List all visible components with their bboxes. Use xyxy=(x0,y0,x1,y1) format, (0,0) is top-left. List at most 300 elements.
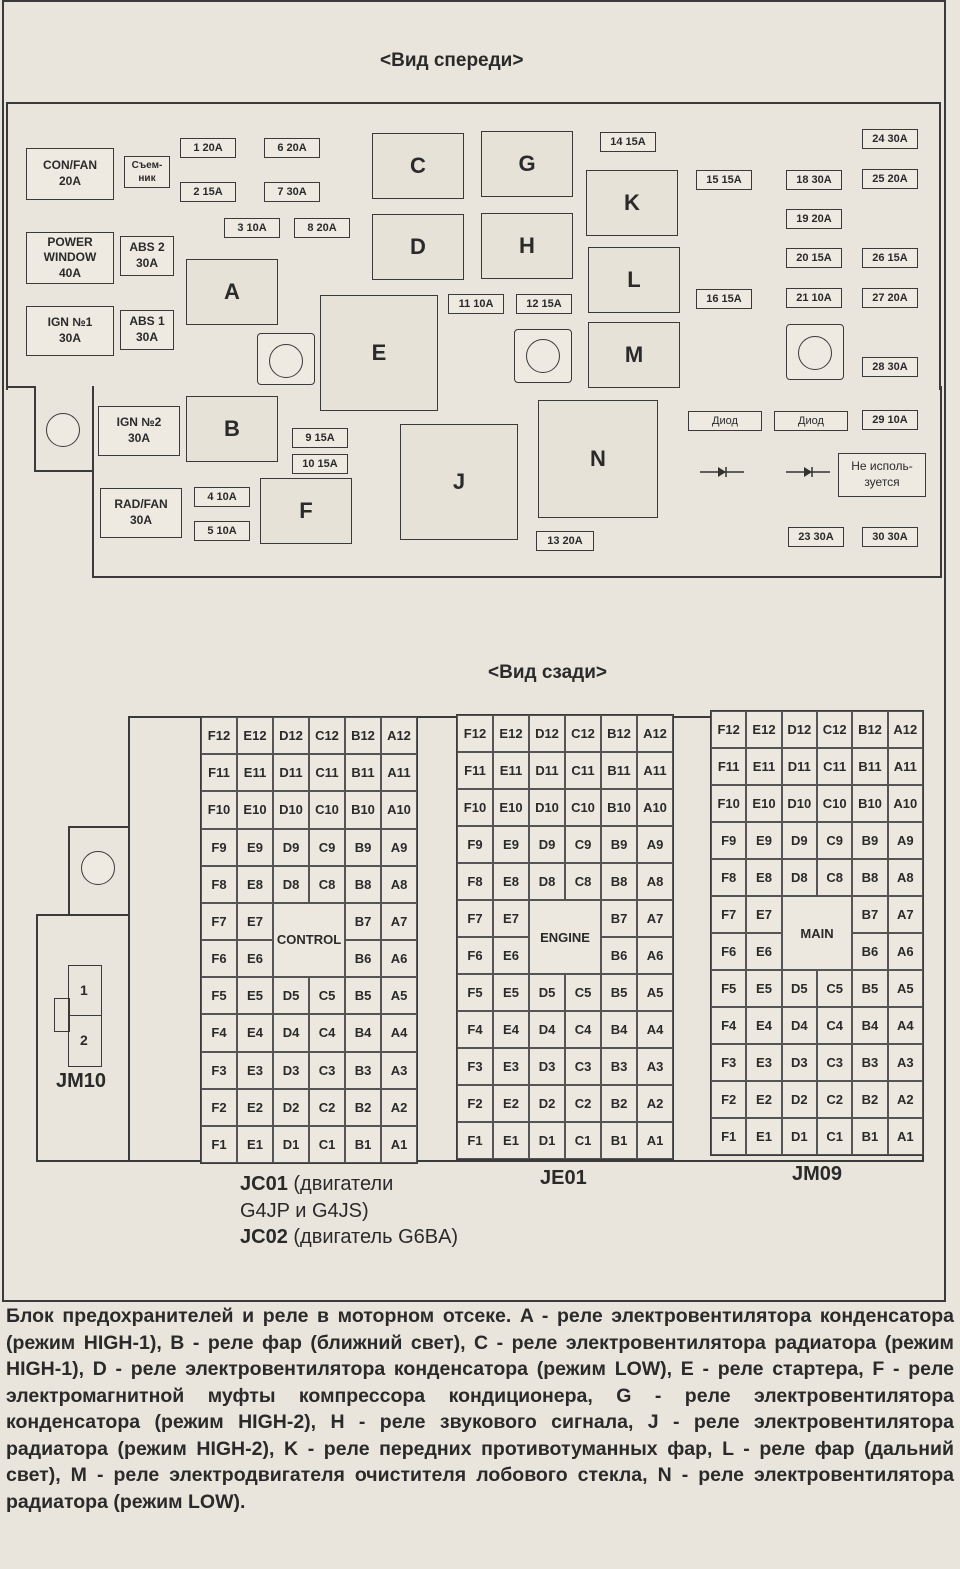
pin-c3: C3 xyxy=(817,1044,852,1081)
mount-hole-icon xyxy=(46,413,80,447)
fuse-con-fan-label: CON/FAN xyxy=(43,158,97,173)
fuse-con-fan-amp: 20A xyxy=(58,174,81,188)
pin-b2: B2 xyxy=(601,1085,637,1122)
pin-f10: F10 xyxy=(457,789,493,826)
pin-b4: B4 xyxy=(852,1007,887,1044)
pin-c8: C8 xyxy=(309,866,345,903)
pin-e6: E6 xyxy=(493,937,529,974)
fuse-16: 16 15A xyxy=(696,289,752,309)
block-label: ENGINE xyxy=(529,900,601,974)
pin-d2: D2 xyxy=(273,1089,309,1126)
pin-a9: A9 xyxy=(888,822,923,859)
pin-d5: D5 xyxy=(782,970,817,1007)
pin-f5: F5 xyxy=(201,977,237,1014)
pin-e1: E1 xyxy=(746,1118,781,1155)
pin-d12: D12 xyxy=(273,717,309,754)
pin-e7: E7 xyxy=(493,900,529,937)
jc01-grid xyxy=(200,716,418,1164)
mount-hole-icon xyxy=(798,336,832,370)
pin-e6: E6 xyxy=(746,933,781,970)
diode-2: Диод xyxy=(774,411,848,431)
pin-c9: C9 xyxy=(817,822,852,859)
pin-b5: B5 xyxy=(601,974,637,1011)
pin-e12: E12 xyxy=(493,715,529,752)
pin-a6: A6 xyxy=(888,933,923,970)
fuse-3: 3 10A xyxy=(224,218,280,238)
relay-j: J xyxy=(400,424,518,540)
pin-e6: E6 xyxy=(237,940,273,977)
fuse-ign1-label: IGN №1 xyxy=(47,315,93,330)
pin-d9: D9 xyxy=(782,822,817,859)
relay-g: G xyxy=(481,131,573,197)
pin-a7: A7 xyxy=(637,900,673,937)
pin-b5: B5 xyxy=(345,977,381,1014)
je01-grid xyxy=(456,714,674,1160)
relay-l: L xyxy=(588,247,680,313)
pin-c9: C9 xyxy=(309,829,345,866)
fuse-rad-fan xyxy=(100,488,182,538)
pin-d11: D11 xyxy=(273,754,309,791)
pin-c5: C5 xyxy=(565,974,601,1011)
not-used-slot xyxy=(838,453,926,497)
pin-d1: D1 xyxy=(273,1126,309,1163)
fuse-29: 29 10A xyxy=(862,410,918,430)
pin-b1: B1 xyxy=(601,1122,637,1159)
pin-a4: A4 xyxy=(637,1011,673,1048)
pin-c2: C2 xyxy=(817,1081,852,1118)
pin-b8: B8 xyxy=(601,863,637,900)
pin-b3: B3 xyxy=(345,1052,381,1089)
relay-c: C xyxy=(372,133,464,199)
pin-a7: A7 xyxy=(381,903,417,940)
relay-b: B xyxy=(186,396,278,462)
pin-c2: C2 xyxy=(565,1085,601,1122)
pin-b6: B6 xyxy=(852,933,887,970)
pin-d2: D2 xyxy=(782,1081,817,1118)
relay-n: N xyxy=(538,400,658,518)
fuse-rad-fan-amp: 30A xyxy=(129,513,152,527)
pin-c1: C1 xyxy=(817,1118,852,1155)
figure-caption: Блок предохранителей и реле в моторном отсеке. A - реле электровентилятора конденсатора (режим HIGH-1), B - реле фар (ближний свет), C - реле электровентилятора радиатора (режим HIGH-1), D - реле электровентилятора конденсатора (режим LOW), E - реле стартера, F - реле электромагнитной муфты компрессора кондиционера, G - реле электровентилятора конденсатора (режим HIGH-2), H - реле звукового сигнала, J - реле электровентилятора радиатора (режим HIGH-2), K - реле передних противотуманных фар, L - реле фар (дальний свет), M - реле электродвигателя очистителя лобового стекла, N - реле электровентилятора радиатора (режим LOW). xyxy=(6,1305,954,1513)
fuse-28: 28 30A xyxy=(862,357,918,377)
pin-b7: B7 xyxy=(601,900,637,937)
pin-f1: F1 xyxy=(457,1122,493,1159)
pin-d10: D10 xyxy=(273,791,309,828)
pin-f12: F12 xyxy=(711,711,746,748)
pin-b5: B5 xyxy=(852,970,887,1007)
front-view-title: <Вид спереди> xyxy=(380,50,524,71)
fuse-20: 20 15A xyxy=(786,248,842,268)
pin-e12: E12 xyxy=(237,717,273,754)
pin-c11: C11 xyxy=(817,748,852,785)
pin-c5: C5 xyxy=(309,977,345,1014)
pin-f10: F10 xyxy=(201,791,237,828)
fuse-23: 23 30A xyxy=(788,527,844,547)
pin-a8: A8 xyxy=(888,859,923,896)
fuse-abs1 xyxy=(120,310,174,350)
pin-d4: D4 xyxy=(529,1011,565,1048)
pin-d3: D3 xyxy=(273,1052,309,1089)
pin-f7: F7 xyxy=(201,903,237,940)
pin-f4: F4 xyxy=(201,1014,237,1051)
pin-f9: F9 xyxy=(711,822,746,859)
pin-b4: B4 xyxy=(345,1014,381,1051)
pin-c12: C12 xyxy=(817,711,852,748)
pin-d11: D11 xyxy=(782,748,817,785)
pin-c2: C2 xyxy=(309,1089,345,1126)
fuse-11: 11 10A xyxy=(448,294,504,314)
jc01-note: (двигатели xyxy=(287,1173,394,1195)
pin-a7: A7 xyxy=(888,896,923,933)
jm10-divider xyxy=(68,1015,102,1016)
pin-c3: C3 xyxy=(565,1048,601,1085)
pin-d1: D1 xyxy=(529,1122,565,1159)
fuse-26: 26 15A xyxy=(862,248,918,268)
pin-e11: E11 xyxy=(237,754,273,791)
pin-a11: A11 xyxy=(637,752,673,789)
mount-hole-icon xyxy=(526,339,560,373)
pin-e1: E1 xyxy=(237,1126,273,1163)
pin-e10: E10 xyxy=(493,789,529,826)
pin-f10: F10 xyxy=(711,785,746,822)
pin-d9: D9 xyxy=(273,829,309,866)
fuse-2: 2 15A xyxy=(180,182,236,202)
fuse-ign1 xyxy=(26,306,114,356)
pin-f11: F11 xyxy=(711,748,746,785)
puller-tool xyxy=(124,156,170,188)
pin-e10: E10 xyxy=(746,785,781,822)
pin-f3: F3 xyxy=(457,1048,493,1085)
fuse-ign2-label: IGN №2 xyxy=(116,415,162,430)
front-lower-edge xyxy=(6,386,36,388)
pin-b11: B11 xyxy=(345,754,381,791)
pin-c12: C12 xyxy=(309,717,345,754)
pin-e4: E4 xyxy=(237,1014,273,1051)
pin-a10: A10 xyxy=(637,789,673,826)
fuse-1: 1 20A xyxy=(180,138,236,158)
fuse-25: 25 20A xyxy=(862,169,918,189)
pin-f2: F2 xyxy=(201,1089,237,1126)
pin-b9: B9 xyxy=(852,822,887,859)
relay-a: A xyxy=(186,259,278,325)
fuse-power-window xyxy=(26,232,114,284)
pin-f1: F1 xyxy=(201,1126,237,1163)
pin-e9: E9 xyxy=(237,829,273,866)
fuse-21: 21 10A xyxy=(786,288,842,308)
pin-e3: E3 xyxy=(746,1044,781,1081)
pin-d5: D5 xyxy=(529,974,565,1011)
fuse-abs2 xyxy=(120,236,174,276)
pin-a12: A12 xyxy=(888,711,923,748)
pin-b11: B11 xyxy=(852,748,887,785)
pin-e5: E5 xyxy=(237,977,273,1014)
fuse-30: 30 30A xyxy=(862,527,918,547)
pin-e9: E9 xyxy=(746,822,781,859)
pin-f3: F3 xyxy=(201,1052,237,1089)
pin-a8: A8 xyxy=(381,866,417,903)
not-used-label: Не исполь-зуется xyxy=(851,459,913,489)
block-label: CONTROL xyxy=(273,903,345,977)
pin-b3: B3 xyxy=(852,1044,887,1081)
pin-c10: C10 xyxy=(565,789,601,826)
pin-b6: B6 xyxy=(345,940,381,977)
pin-e11: E11 xyxy=(746,748,781,785)
pin-a2: A2 xyxy=(381,1089,417,1126)
pin-b8: B8 xyxy=(345,866,381,903)
pin-b9: B9 xyxy=(345,829,381,866)
pin-c5: C5 xyxy=(817,970,852,1007)
pin-f4: F4 xyxy=(711,1007,746,1044)
pin-f5: F5 xyxy=(711,970,746,1007)
pin-e5: E5 xyxy=(493,974,529,1011)
pin-f12: F12 xyxy=(457,715,493,752)
pin-a6: A6 xyxy=(381,940,417,977)
fuse-power-window-label: POWER WINDOW xyxy=(43,234,97,265)
pin-a2: A2 xyxy=(888,1081,923,1118)
pin-a2: A2 xyxy=(637,1085,673,1122)
pin-e3: E3 xyxy=(493,1048,529,1085)
pin-f11: F11 xyxy=(201,754,237,791)
fuse-9: 9 15A xyxy=(292,428,348,448)
pin-f3: F3 xyxy=(711,1044,746,1081)
pin-a10: A10 xyxy=(381,791,417,828)
pin-f2: F2 xyxy=(457,1085,493,1122)
pin-d4: D4 xyxy=(782,1007,817,1044)
pin-b12: B12 xyxy=(601,715,637,752)
pin-e10: E10 xyxy=(237,791,273,828)
pin-d4: D4 xyxy=(273,1014,309,1051)
pin-b9: B9 xyxy=(601,826,637,863)
pin-f6: F6 xyxy=(457,937,493,974)
jc02-note: (двигатель G6BA) xyxy=(287,1226,459,1248)
pin-e8: E8 xyxy=(493,863,529,900)
pin-c3: C3 xyxy=(309,1052,345,1089)
jm10-connector xyxy=(68,965,102,1067)
mount-hole-icon xyxy=(81,851,115,885)
pin-b12: B12 xyxy=(852,711,887,748)
pin-c10: C10 xyxy=(309,791,345,828)
pin-d8: D8 xyxy=(273,866,309,903)
pin-d12: D12 xyxy=(782,711,817,748)
pin-a3: A3 xyxy=(381,1052,417,1089)
pin-e7: E7 xyxy=(237,903,273,940)
pin-f5: F5 xyxy=(457,974,493,1011)
mount-hole-icon xyxy=(269,344,303,378)
fuse-5: 5 10A xyxy=(194,521,250,541)
pin-b12: B12 xyxy=(345,717,381,754)
pin-b11: B11 xyxy=(601,752,637,789)
pin-e2: E2 xyxy=(493,1085,529,1122)
pin-f8: F8 xyxy=(457,863,493,900)
pin-a8: A8 xyxy=(637,863,673,900)
pin-f2: F2 xyxy=(711,1081,746,1118)
pin-d1: D1 xyxy=(782,1118,817,1155)
pin-e11: E11 xyxy=(493,752,529,789)
pin-b10: B10 xyxy=(852,785,887,822)
pin-c4: C4 xyxy=(817,1007,852,1044)
pin-a3: A3 xyxy=(637,1048,673,1085)
fuse-15: 15 15A xyxy=(696,170,752,190)
pin-b1: B1 xyxy=(345,1126,381,1163)
pin-d2: D2 xyxy=(529,1085,565,1122)
pin-c4: C4 xyxy=(309,1014,345,1051)
pin-c8: C8 xyxy=(817,859,852,896)
pin-b2: B2 xyxy=(852,1081,887,1118)
fuse-ign2 xyxy=(98,406,180,456)
pin-d12: D12 xyxy=(529,715,565,752)
diode-symbol-icon xyxy=(786,464,830,480)
pin-d8: D8 xyxy=(529,863,565,900)
pin-d10: D10 xyxy=(529,789,565,826)
pin-b3: B3 xyxy=(601,1048,637,1085)
jm09-grid xyxy=(710,710,924,1156)
fuse-power-window-amp: 40A xyxy=(58,265,81,280)
pin-f12: F12 xyxy=(201,717,237,754)
pin-a5: A5 xyxy=(637,974,673,1011)
fuse-12: 12 15A xyxy=(516,294,572,314)
pin-a12: A12 xyxy=(381,717,417,754)
pin-f9: F9 xyxy=(201,829,237,866)
relay-k: K xyxy=(586,170,678,236)
pin-c11: C11 xyxy=(309,754,345,791)
relay-e: E xyxy=(320,295,438,411)
pin-a1: A1 xyxy=(888,1118,923,1155)
pin-b6: B6 xyxy=(601,937,637,974)
fuse-7: 7 30A xyxy=(264,182,320,202)
block-label: MAIN xyxy=(782,896,853,970)
pin-b7: B7 xyxy=(852,896,887,933)
pin-e5: E5 xyxy=(746,970,781,1007)
jm10-pin-1: 1 xyxy=(80,982,88,998)
pin-a9: A9 xyxy=(381,829,417,866)
pin-b8: B8 xyxy=(852,859,887,896)
pin-a11: A11 xyxy=(888,748,923,785)
pin-a3: A3 xyxy=(888,1044,923,1081)
fuse-6: 6 20A xyxy=(264,138,320,158)
jm09-label: JM09 xyxy=(792,1163,843,1185)
pin-e8: E8 xyxy=(237,866,273,903)
pin-e4: E4 xyxy=(746,1007,781,1044)
je01-label: JE01 xyxy=(540,1167,587,1189)
fuse-24: 24 30A xyxy=(862,129,918,149)
pin-c9: C9 xyxy=(565,826,601,863)
pin-b1: B1 xyxy=(852,1118,887,1155)
fuse-con-fan xyxy=(26,148,114,200)
pin-c12: C12 xyxy=(565,715,601,752)
fuse-13: 13 20A xyxy=(536,531,594,551)
pin-e7: E7 xyxy=(746,896,781,933)
diode-symbol-icon xyxy=(700,464,744,480)
pin-b7: B7 xyxy=(345,903,381,940)
pin-e4: E4 xyxy=(493,1011,529,1048)
pin-f11: F11 xyxy=(457,752,493,789)
pin-a10: A10 xyxy=(888,785,923,822)
fuse-19: 19 20A xyxy=(786,209,842,229)
pin-e2: E2 xyxy=(746,1081,781,1118)
fuse-8: 8 20A xyxy=(294,218,350,238)
pin-d9: D9 xyxy=(529,826,565,863)
pin-b4: B4 xyxy=(601,1011,637,1048)
relay-m: M xyxy=(588,322,680,388)
puller-tool-label: Съем-ник xyxy=(131,160,163,184)
pin-f9: F9 xyxy=(457,826,493,863)
pin-e1: E1 xyxy=(493,1122,529,1159)
fuse-ign1-amp: 30A xyxy=(58,331,81,345)
pin-a1: A1 xyxy=(381,1126,417,1163)
relay-f: F xyxy=(260,478,352,544)
fuse-abs1-label: ABS 1 xyxy=(129,314,165,329)
pin-f4: F4 xyxy=(457,1011,493,1048)
pin-b10: B10 xyxy=(345,791,381,828)
pin-a11: A11 xyxy=(381,754,417,791)
fuse-10: 10 15A xyxy=(292,454,348,474)
pin-f7: F7 xyxy=(711,896,746,933)
pin-f8: F8 xyxy=(711,859,746,896)
pin-c1: C1 xyxy=(565,1122,601,1159)
pin-d5: D5 xyxy=(273,977,309,1014)
fuse-abs2-label: ABS 2 xyxy=(129,240,165,255)
fuse-4: 4 10A xyxy=(194,487,250,507)
diode-1: Диод xyxy=(688,411,762,431)
pin-a5: A5 xyxy=(888,970,923,1007)
pin-f7: F7 xyxy=(457,900,493,937)
pin-c4: C4 xyxy=(565,1011,601,1048)
pin-b2: B2 xyxy=(345,1089,381,1126)
pin-d3: D3 xyxy=(529,1048,565,1085)
fuse-ign2-amp: 30A xyxy=(127,431,150,445)
pin-c10: C10 xyxy=(817,785,852,822)
fuse-27: 27 20A xyxy=(862,288,918,308)
pin-f6: F6 xyxy=(201,940,237,977)
pin-a1: A1 xyxy=(637,1122,673,1159)
relay-d: D xyxy=(372,214,464,280)
jc01-note-line2: G4JP и G4JS) xyxy=(240,1200,369,1222)
fuse-14: 14 15A xyxy=(600,132,656,152)
pin-e8: E8 xyxy=(746,859,781,896)
pin-a4: A4 xyxy=(888,1007,923,1044)
pin-c11: C11 xyxy=(565,752,601,789)
fuse-rad-fan-label: RAD/FAN xyxy=(114,497,168,512)
fuse-abs2-amp: 30A xyxy=(135,256,158,270)
pin-a4: A4 xyxy=(381,1014,417,1051)
pin-a9: A9 xyxy=(637,826,673,863)
pin-d10: D10 xyxy=(782,785,817,822)
pin-e12: E12 xyxy=(746,711,781,748)
fuse-abs1-amp: 30A xyxy=(135,330,158,344)
pin-f1: F1 xyxy=(711,1118,746,1155)
pin-f8: F8 xyxy=(201,866,237,903)
pin-c1: C1 xyxy=(309,1126,345,1163)
rear-view-title: <Вид сзади> xyxy=(488,662,608,683)
jc02-code: JC02 xyxy=(240,1226,288,1248)
pin-e2: E2 xyxy=(237,1089,273,1126)
pin-b10: B10 xyxy=(601,789,637,826)
pin-e9: E9 xyxy=(493,826,529,863)
pin-d11: D11 xyxy=(529,752,565,789)
jm10-pin-2: 2 xyxy=(80,1032,88,1048)
fuse-18: 18 30A xyxy=(786,170,842,190)
pin-a12: A12 xyxy=(637,715,673,752)
jm10-label: JM10 xyxy=(56,1070,107,1092)
pin-a5: A5 xyxy=(381,977,417,1014)
pin-e3: E3 xyxy=(237,1052,273,1089)
pin-c8: C8 xyxy=(565,863,601,900)
pin-d8: D8 xyxy=(782,859,817,896)
pin-d3: D3 xyxy=(782,1044,817,1081)
jc01-code: JC01 xyxy=(240,1173,288,1195)
pin-a6: A6 xyxy=(637,937,673,974)
pin-f6: F6 xyxy=(711,933,746,970)
